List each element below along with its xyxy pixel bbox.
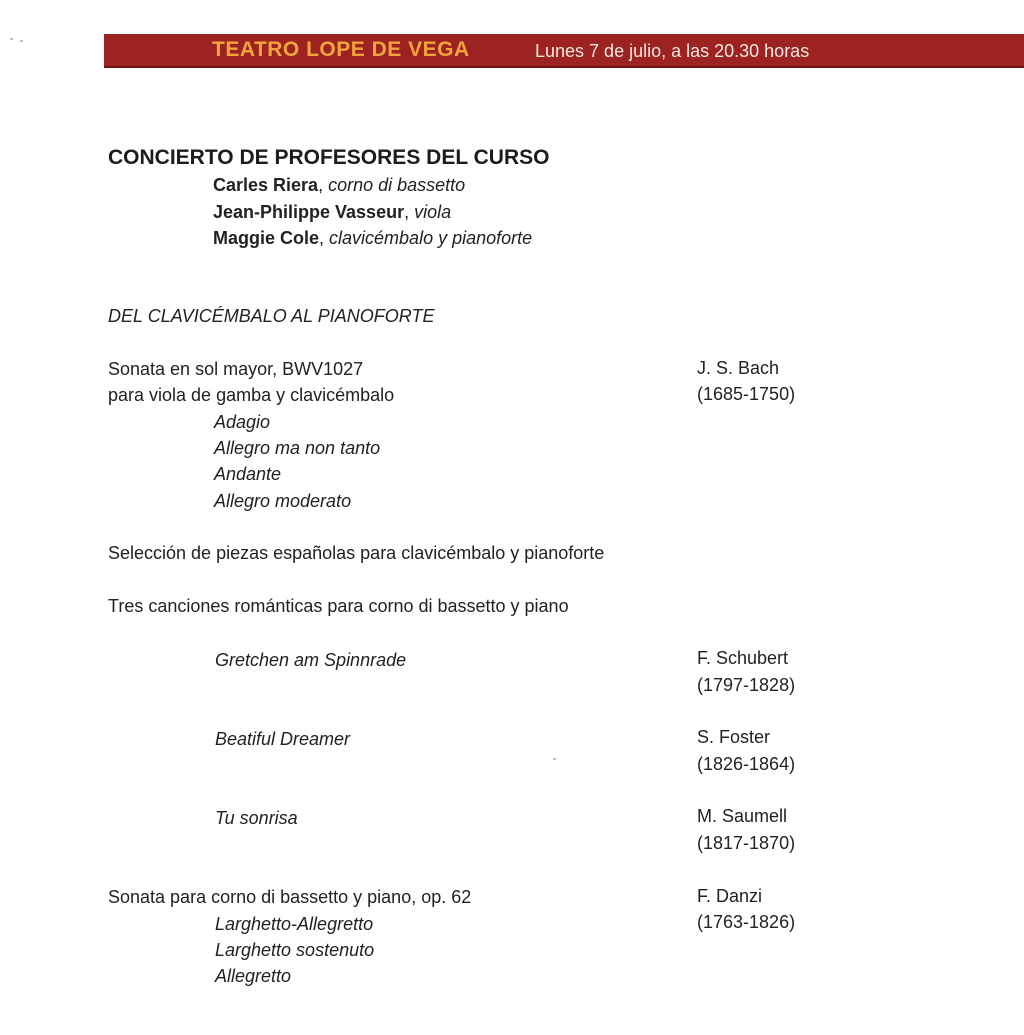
song-title: Gretchen am Spinnrade <box>215 650 407 670</box>
song-title: Tu sonrisa <box>215 808 298 828</box>
movement: Adagio <box>214 412 271 432</box>
movement: Andante <box>214 464 282 484</box>
movement: Allegro ma non tanto <box>214 438 381 458</box>
work-title: Selección de piezas españolas para clavicémbalo y pianoforte <box>108 543 605 563</box>
header-band <box>104 34 1024 68</box>
performer-instrument: viola <box>414 202 452 222</box>
performer-line <box>213 228 532 249</box>
concert-title: CONCIERTO DE PROFESORES DEL CURSO <box>108 146 550 169</box>
movement: Larghetto-Allegretto <box>215 914 374 934</box>
performer-name: Carles Riera <box>213 175 319 195</box>
performer-separator: , <box>319 228 330 248</box>
scan-speck <box>20 40 23 42</box>
composer-name: F. Schubert <box>697 648 789 668</box>
performer-separator: , <box>318 175 329 195</box>
movement: Allegretto <box>215 966 292 986</box>
work-title: Sonata para corno di bassetto y piano, op. 62 <box>108 887 472 907</box>
composer-name: S. Foster <box>697 727 771 747</box>
concert-date: Lunes 7 de julio, a las 20.30 horas <box>535 41 810 61</box>
scan-speck <box>10 38 13 40</box>
movement: Larghetto sostenuto <box>215 940 375 960</box>
work-title: Sonata en sol mayor, BWV1027 <box>108 359 364 379</box>
composer-years: (1817-1870) <box>697 833 796 853</box>
composer-years: (1763-1826) <box>697 912 796 932</box>
performer-instrument: clavicémbalo y pianoforte <box>329 228 533 248</box>
performer-separator: , <box>404 202 415 222</box>
composer-years: (1685-1750) <box>697 384 796 404</box>
performer-line <box>213 202 451 223</box>
program-subtitle: DEL CLAVICÉMBALO AL PIANOFORTE <box>108 306 435 326</box>
performer-instrument: corno di bassetto <box>328 175 466 195</box>
composer-name: J. S. Bach <box>697 358 780 378</box>
composer-name: F. Danzi <box>697 886 763 906</box>
composer-years: (1826-1864) <box>697 754 796 774</box>
composer-name: M. Saumell <box>697 806 788 826</box>
performer-line <box>213 175 465 196</box>
performer-name: Jean-Philippe Vasseur <box>213 202 405 222</box>
song-title: Beatiful Dreamer <box>215 729 351 749</box>
movement: Allegro moderato <box>214 491 352 511</box>
work-subtitle: para viola de gamba y clavicémbalo <box>108 385 395 405</box>
work-title: Tres canciones románticas para corno di bassetto y piano <box>108 596 569 616</box>
performer-name: Maggie Cole <box>213 228 320 248</box>
venue-name: TEATRO LOPE DE VEGA <box>212 38 470 61</box>
composer-years: (1797-1828) <box>697 675 796 695</box>
scan-speck <box>553 758 556 760</box>
